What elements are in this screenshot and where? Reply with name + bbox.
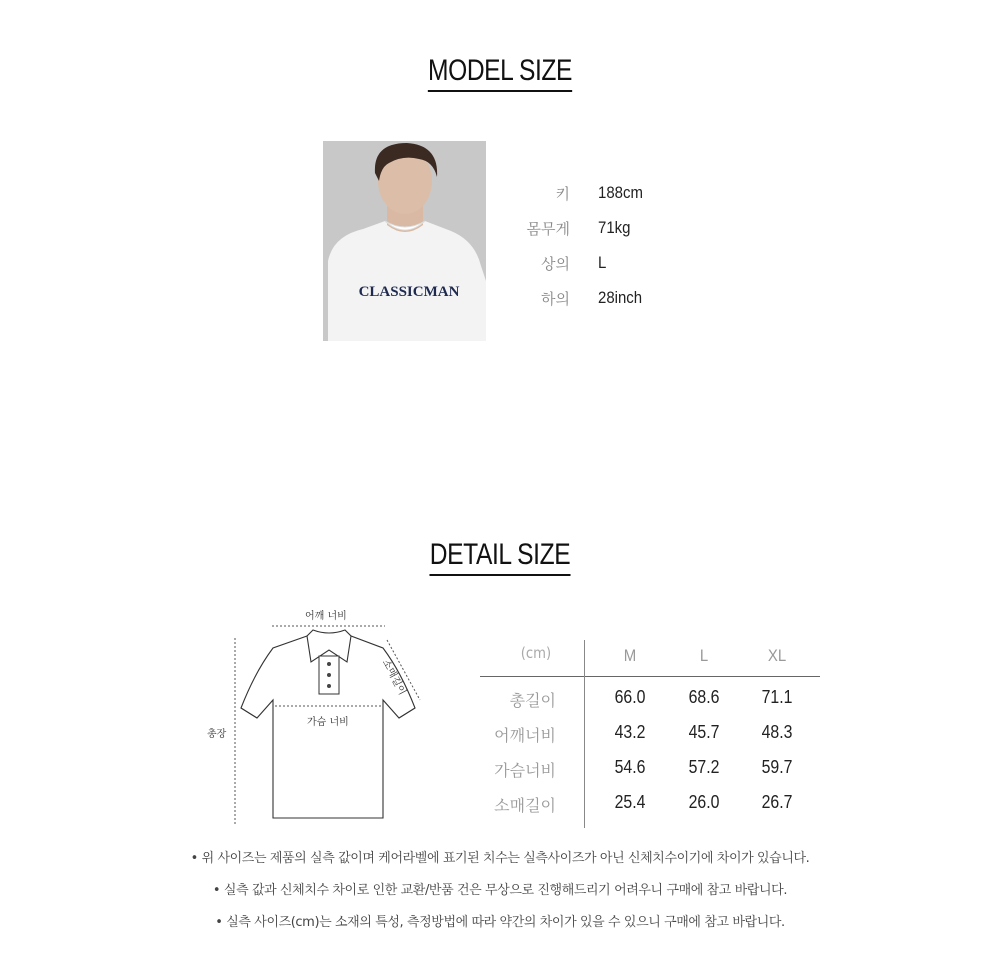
stat-top-size: [500, 253, 700, 277]
table-cell: 68.6: [688, 687, 720, 707]
table-cell: 26.7: [761, 792, 793, 812]
table-cell: 57.2: [688, 757, 720, 777]
model-photo: [323, 141, 486, 341]
shirt-measure-diagram: [195, 600, 440, 835]
size-note: • 위 사이즈는 제품의 실측 값이며 케어라벨에 표기된 치수는 실측사이즈가 아닌 신체치수이기에 차이가 있습니다.: [190, 851, 810, 866]
stat-value: 188cm: [598, 183, 643, 202]
table-cell: 59.7: [761, 757, 793, 777]
stat-weight: [500, 218, 700, 242]
size-table: [480, 640, 820, 828]
shoulder-label: 어깨 너비: [305, 611, 347, 622]
stat-label: 몸무게: [526, 220, 570, 238]
table-row-label: 가슴너비: [494, 761, 556, 780]
detail-size-title: DETAIL SIZE: [90, 538, 910, 576]
size-note: • 실측 값과 신체치수 차이로 인한 교환/반품 건은 무상으로 진행해드리기 어려우니 구매에 참고 바랍니다.: [212, 883, 788, 898]
table-cell: 66.0: [614, 687, 646, 707]
table-size-header: M: [623, 646, 637, 665]
table-column-divider: [584, 640, 585, 828]
table-cell: 45.7: [688, 722, 720, 742]
stat-value: 28inch: [598, 288, 643, 307]
table-unit: (cm): [520, 644, 552, 662]
table-header-divider: [480, 676, 820, 677]
sleeve-label: 소매길이: [379, 657, 408, 698]
table-row-label: 소매길이: [494, 796, 556, 815]
table-cell: 71.1: [761, 687, 793, 707]
shirt-logo-text: CLASSICMAN: [358, 284, 460, 300]
table-cell: 26.0: [688, 792, 720, 812]
stat-bottom-size: [500, 288, 700, 312]
table-cell: 43.2: [614, 722, 646, 742]
table-row-label: 총길이: [509, 691, 556, 710]
stat-label: 키: [555, 185, 570, 203]
table-size-header: L: [699, 646, 709, 665]
stat-label: 상의: [541, 255, 570, 273]
stat-label: 하의: [541, 290, 570, 308]
size-note: • 실측 사이즈(cm)는 소재의 특성, 측정방법에 따라 약간의 차이가 있을 수 있으니 구매에 참고 바랍니다.: [215, 915, 785, 930]
length-label: 총장: [207, 729, 227, 740]
table-size-header: XL: [767, 646, 787, 665]
stat-height: [500, 183, 700, 207]
table-cell: 48.3: [761, 722, 793, 742]
stat-value: 71kg: [598, 218, 631, 237]
stat-value: L: [598, 253, 607, 272]
table-cell: 54.6: [614, 757, 646, 777]
table-row-label: 어깨너비: [494, 726, 556, 745]
table-cell: 25.4: [614, 792, 646, 812]
model-size-title: MODEL SIZE: [90, 54, 910, 92]
chest-label: 가슴 너비: [307, 717, 349, 728]
